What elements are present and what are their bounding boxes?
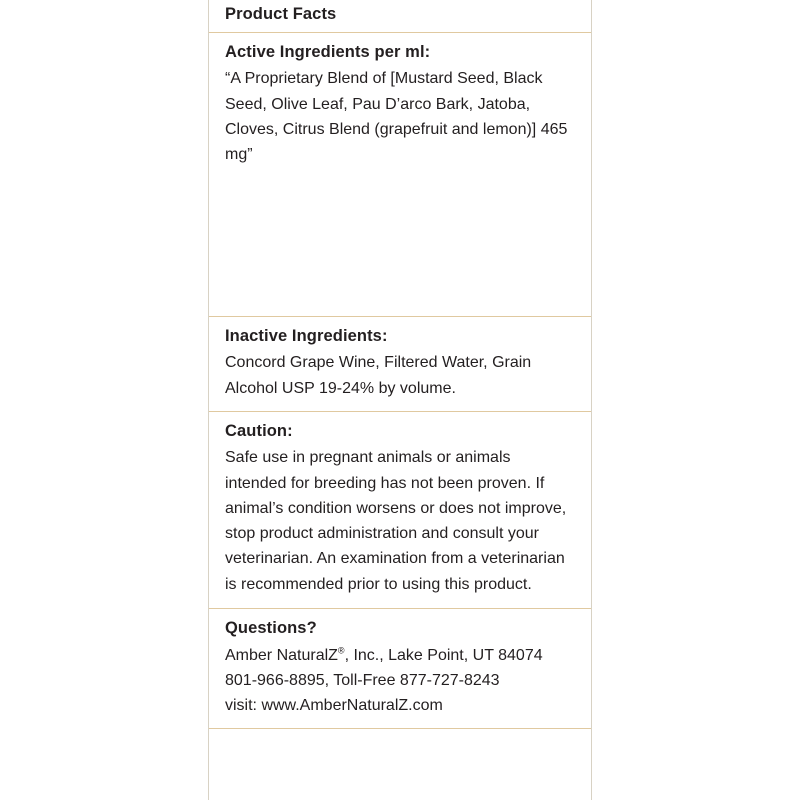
registered-mark-icon: ® <box>337 645 345 656</box>
active-ingredients-section <box>209 33 591 316</box>
questions-title: Questions? <box>225 619 317 637</box>
divider <box>209 728 591 729</box>
company-address-line <box>225 643 575 668</box>
active-ingredients-body: “A Proprietary Blend of [Mustard Seed, Black Seed, Olive Leaf, Pau D’arco Bark, Jatoba, Cloves, Citrus Blend (grapefruit and lemon)] 465 mg” <box>225 70 568 164</box>
caution-section <box>209 412 591 608</box>
questions-section <box>209 609 591 728</box>
product-facts-title: Product Facts <box>225 5 337 23</box>
website-line: visit: www.AmberNaturalZ.com <box>225 697 443 715</box>
caution-title: Caution: <box>225 421 293 440</box>
product-facts-header <box>209 0 591 32</box>
active-ingredients-title: Active Ingredients per ml: <box>225 42 431 61</box>
inactive-ingredients-section <box>209 317 591 411</box>
inactive-ingredients-body: Concord Grape Wine, Filtered Water, Grain Alcohol USP 19-24% by volume. <box>225 354 532 397</box>
caution-body: Safe use in pregnant animals or animals intended for breeding has not been proven. If animal’s condition worsens or does not improve, stop product administration and consult your veterinarian. An examination from a veterinarian is recommended prior to using this product. <box>225 449 567 593</box>
product-facts-label <box>208 0 592 800</box>
phone-line: 801-966-8895, Toll-Free 877-727-8243 <box>225 671 500 689</box>
company-address: , Inc., Lake Point, UT 84074 <box>344 646 543 664</box>
inactive-ingredients-title: Inactive Ingredients: <box>225 326 388 345</box>
company-name: Amber NaturalZ <box>225 646 338 664</box>
